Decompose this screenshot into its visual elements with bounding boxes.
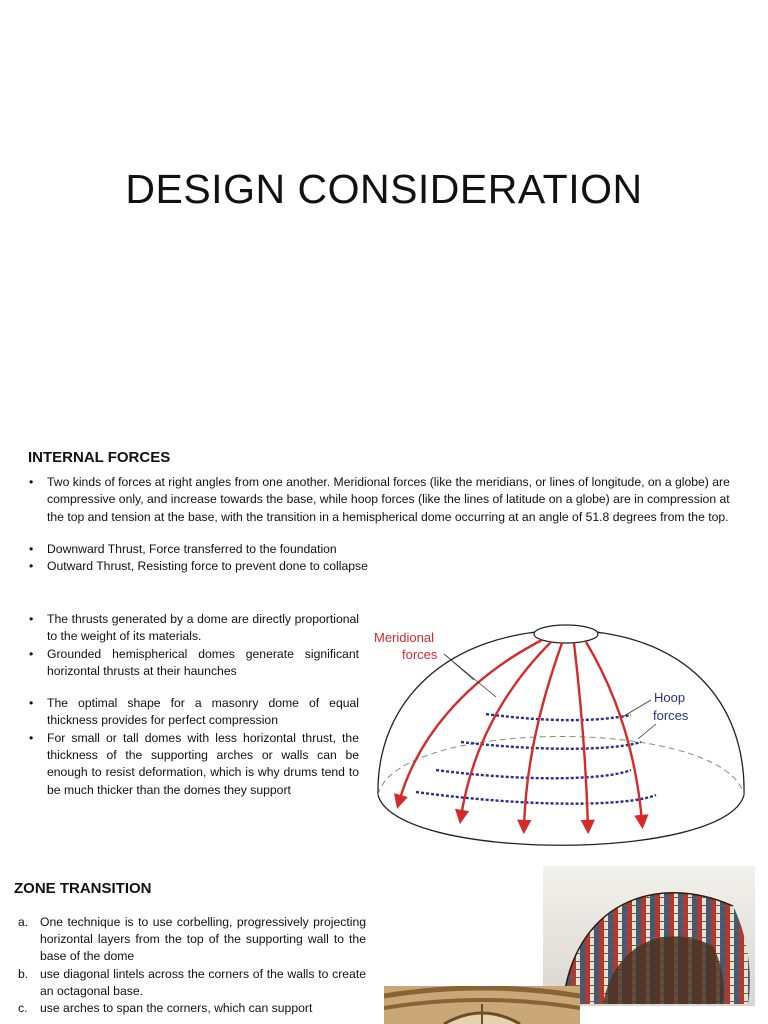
intro-bullet-list	[29, 474, 741, 575]
list-item: • The thrusts generated by a dome are directly proportional to the weight of its materials.	[29, 611, 359, 646]
list-item: • For small or tall domes with less horizontal thrust, the thickness of the supporting arches or walls can be enough to resist deformation, which is why drums tend to be much thicker than the domes they support	[29, 730, 359, 799]
list-item: • Grounded hemispherical domes generate significant horizontal thrusts at their haunches	[29, 646, 359, 681]
list-item-text: use arches to span the corners, which can support	[40, 1001, 313, 1016]
title-slide	[0, 0, 768, 430]
list-item: • Downward Thrust, Force transferred to the foundation	[29, 541, 741, 558]
zone-transition-heading: ZONE TRANSITION	[14, 880, 152, 897]
list-item	[18, 966, 366, 1000]
list-item-letter: c.	[18, 1001, 28, 1016]
list-item	[18, 1000, 366, 1017]
list-item: • The optimal shape for a masonry dome of equal thickness provides for perfect compression	[29, 695, 359, 730]
list-item-letter: a.	[18, 915, 29, 929]
zone-transition-list	[18, 914, 366, 1017]
corbel-ceiling-photo	[384, 986, 580, 1024]
list-item: • Outward Thrust, Resisting force to prevent done to collapse	[29, 558, 741, 575]
detail-bullet-list	[29, 611, 359, 799]
list-item-text: use diagonal lintels across the corners of the walls to create an octagonal base.	[40, 966, 366, 998]
meridional-label	[374, 630, 496, 697]
list-item: • Two kinds of forces at right angles from one another. Meridional forces (like the meridians, or lines of longitude, on a globe) are compressive only, and increase towards the base, while hoop forces (like the lines of latitude on a globe) are in compression at the top and tension at the base, with the transition in a hemispherical dome occurring at an angle of 51.8 degrees from the top.	[29, 474, 741, 526]
list-item-letter: b.	[18, 966, 29, 981]
internal-forces-heading: INTERNAL FORCES	[28, 449, 171, 466]
hoop-label-line1: Hoop	[654, 690, 686, 705]
dome-forces-diagram	[366, 612, 756, 862]
hoop-label-line2: forces	[653, 708, 689, 723]
book-dome-photo	[543, 866, 755, 1006]
list-item	[18, 914, 366, 966]
meridional-label-line2: forces	[402, 647, 438, 662]
list-item-text: One technique is to use corbelling, progressively projecting horizontal layers from the top of the supporting wall to the base of the dome	[40, 915, 366, 964]
meridional-label-line1: Meridional	[374, 630, 434, 645]
hoop-force-lines	[416, 714, 656, 804]
meridional-force-lines	[399, 640, 642, 827]
slide-title: DESIGN CONSIDERATION	[125, 166, 643, 212]
hoop-label	[624, 690, 689, 739]
